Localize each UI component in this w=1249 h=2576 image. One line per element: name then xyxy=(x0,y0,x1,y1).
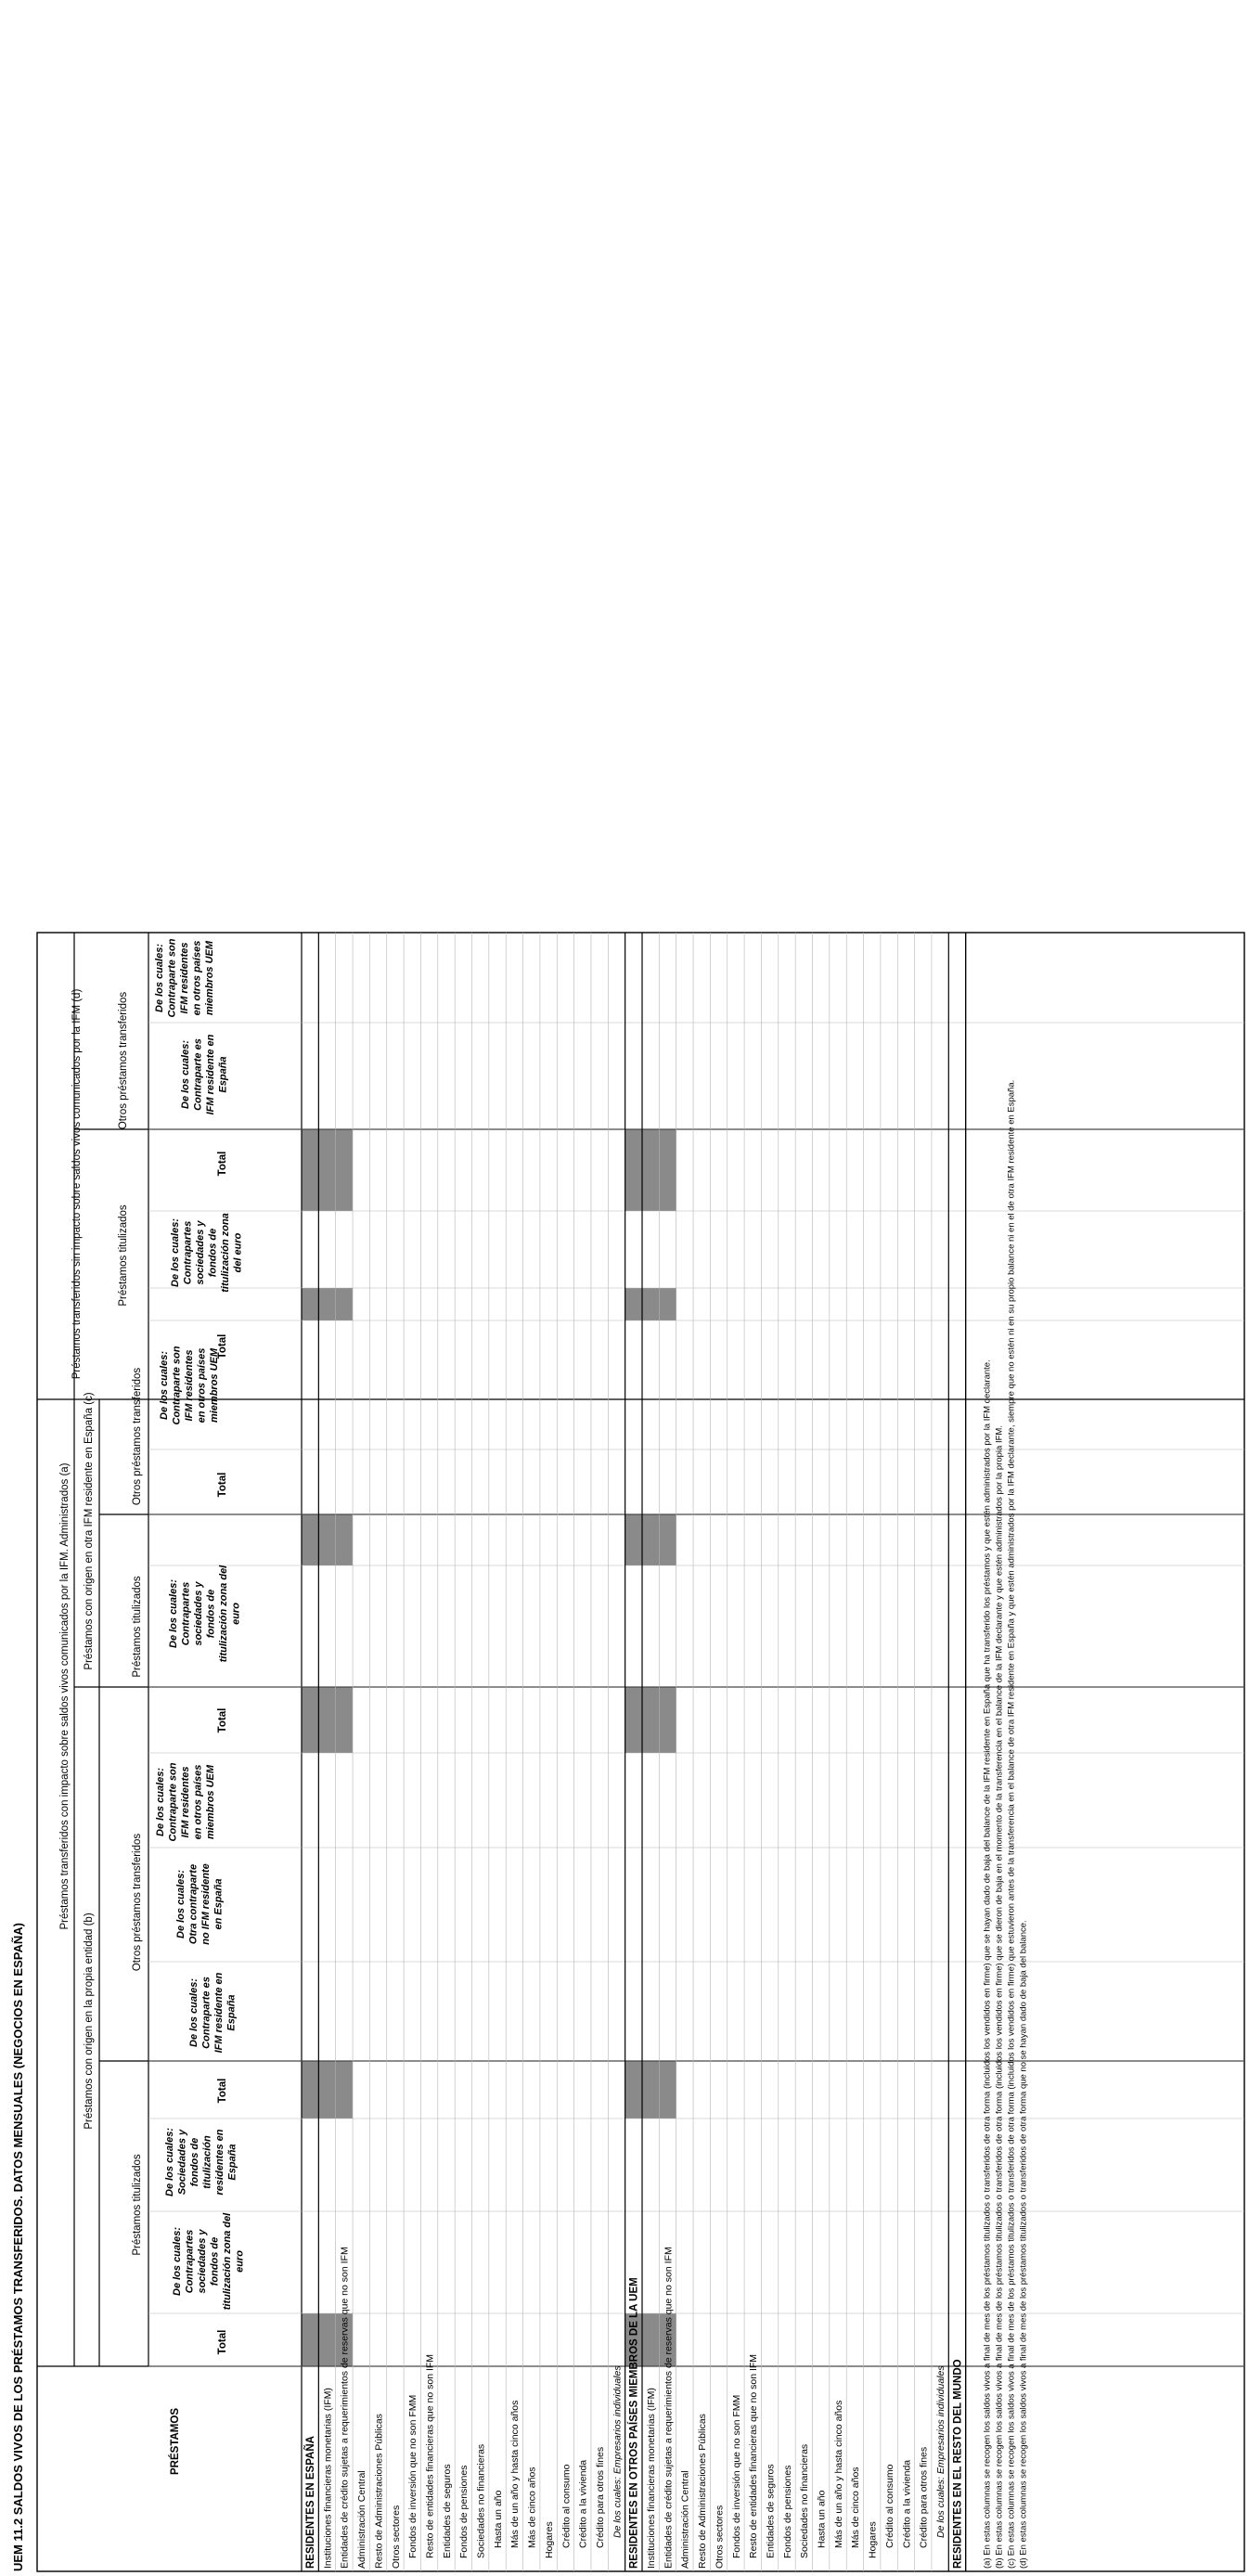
row-label: Crédito a la vivienda xyxy=(577,2459,589,2548)
row-label: De los cuales: Empresarios individuales xyxy=(934,2365,946,2538)
rotated-document xyxy=(11,933,1244,2571)
footnote: (d) En estas columnas se recogen los saldos vivos a final de mes de los préstamos titulizados o transferidos de otra forma que no se hayan dado de baja del balance. xyxy=(1018,1920,1029,2569)
header-c3-contraparte-uem: De los cuales: Contraparte son IFM residentes en otros países miembros UEM xyxy=(154,938,215,1018)
header-total-c1-tit: Total xyxy=(217,2329,228,2355)
header-group-otra-ifm: Préstamos con origen en otra IFM residente en España (c) xyxy=(84,1392,95,1670)
header-total-c1-otros: Total xyxy=(217,2078,228,2104)
row-label: Entidades de crédito sujetas a requerimientos de reservas que no son IFM xyxy=(663,2247,675,2569)
row-label: Resto de entidades financieras que no son IFM xyxy=(748,2353,760,2558)
document-title: UEM 11.2 SALDOS VIVOS DE LOS PRÉSTAMOS TRANSFERIDOS. DATOS MENSUALES (NEGOCIOS EN ESPAÑA) xyxy=(11,1923,25,2571)
header-titulizados-otra: Préstamos titulizados xyxy=(132,1576,143,1678)
header-total-c2-otros: Total xyxy=(217,1472,228,1498)
header-total-c3-otros: Total xyxy=(217,1151,228,1177)
row-label: Entidades de seguros xyxy=(441,2464,453,2558)
header-group-con-impacto: Préstamos transferidos con impacto sobre saldos vivos comunicados por la IFM. Administrados (a) xyxy=(59,1462,71,1930)
row-label: Fondos de pensiones xyxy=(458,2465,470,2558)
row-label: Entidades de crédito sujetas a requerimientos de reservas que no son IFM xyxy=(339,2247,351,2569)
footnote: (c) En estas columnas se recogen los saldos vivos a final de mes de los préstamos titulizados o transferidos de otra forma (incluidos los vendidos en firme) que estuvieron antes de la transferencia en el balance de otra IFM residente en España y que estén administrados por la IFM declarante, siempre que no estén ni en su propio balance ni en el de otra IFM residente en España. xyxy=(1006,1079,1017,2569)
header-c3-zona-euro: De los cuales: Contrapartes sociedades y fondos de titulización zona del euro xyxy=(170,1213,244,1293)
row-label: Más de cinco años xyxy=(526,2467,538,2548)
row-label: Más de un año y hasta cinco años xyxy=(832,2400,844,2548)
header-group-sin-impacto: Préstamos transferidos sin impacto sobre saldos vivos comunicados por la IFM (d) xyxy=(71,988,83,1380)
row-label: Instituciones financieras monetarias (IFM) xyxy=(322,2388,334,2569)
row-label: Hogares xyxy=(867,2521,879,2558)
shaded-cell xyxy=(302,1687,318,1753)
header-total-c2-tit: Total xyxy=(217,1707,228,1733)
column-headers xyxy=(59,938,246,2354)
shaded-cell xyxy=(302,1514,318,1565)
footnotes xyxy=(983,1080,1029,2569)
row-label: De los cuales: Empresarios individuales xyxy=(612,2365,624,2538)
row-label: Administración Central xyxy=(679,2470,691,2569)
section-row-label: RESIDENTES EN ESPAÑA xyxy=(305,2436,316,2569)
header-c1-zona-euro: De los cuales: Contrapartes sociedades y fondos de titulización zona del euro xyxy=(172,2212,246,2311)
row-labels xyxy=(304,2247,963,2569)
row-label: Otros sectores xyxy=(390,2505,402,2569)
header-otros-otra: Otros préstamos transferidos xyxy=(132,1367,143,1506)
row-label: Resto de entidades financieras que no son IFM xyxy=(424,2353,436,2558)
header-titulizados-sin: Préstamos titulizados xyxy=(118,1204,129,1307)
row-label: Sociedades no financieras xyxy=(475,2443,487,2558)
header-otros-propia: Otros préstamos transferidos xyxy=(132,1833,143,1972)
header-c2-zona-euro: De los cuales: Contrapartes sociedades y fondos de titulización zona del euro xyxy=(168,1565,242,1663)
shaded-cell xyxy=(625,1288,642,1320)
shaded-cell xyxy=(302,1129,318,1211)
row-label: Crédito al consumo xyxy=(883,2464,895,2548)
row-label: Hogares xyxy=(543,2521,555,2558)
header-c2-contraparte-uem: De los cuales: Contraparte son IFM residentes en otros países miembros UEM xyxy=(159,1346,220,1425)
row-label: Instituciones financieras monetarias (IFM) xyxy=(646,2388,657,2569)
row-label: Otros sectores xyxy=(714,2505,726,2569)
header-titulizados-propia: Préstamos titulizados xyxy=(132,2154,143,2256)
header-c1-contraparte-ifm-espana: De los cuales: Contraparte es IFM residente en España xyxy=(188,1972,238,2054)
row-label: Resto de Administraciones Públicas xyxy=(697,2414,709,2569)
row-label: Resto de Administraciones Públicas xyxy=(373,2414,385,2569)
row-label: Crédito para otros fines xyxy=(918,2446,930,2548)
shaded-cell xyxy=(625,2061,642,2119)
header-otros-sin: Otros préstamos transferidos xyxy=(118,991,129,1130)
row-label: Hasta un año xyxy=(492,2490,504,2548)
shaded-cell xyxy=(302,1288,318,1320)
shaded-cell xyxy=(625,1514,642,1565)
header-c1-contraparte-uem: De los cuales: Contraparte son IFM residentes en otros países miembros UEM xyxy=(155,1762,216,1842)
section-row-label: RESIDENTES EN OTROS PAÍSES MIEMBROS DE LA UEM xyxy=(628,2277,640,2569)
shaded-cell xyxy=(302,2313,318,2366)
row-label: Sociedades no financieras xyxy=(799,2443,811,2558)
row-label: Fondos de pensiones xyxy=(781,2465,793,2558)
section-row-label: RESIDENTES EN EL RESTO DEL MUNDO xyxy=(952,2359,964,2569)
header-c1-otra-contraparte: De los cuales: Otra contraparte no IFM residente en España xyxy=(175,1863,225,1945)
header-group-propia-entidad: Préstamos con origen en la propia entidad (b) xyxy=(84,1913,95,2130)
shaded-cell xyxy=(625,1687,642,1753)
row-label: Crédito para otros fines xyxy=(594,2446,606,2548)
row-label: Hasta un año xyxy=(816,2490,828,2548)
header-c1-sociedades-espana: De los cuales: Sociedades y fondos de titulización residentes en España xyxy=(164,2128,238,2196)
shaded-cell xyxy=(625,1129,642,1211)
shaded-cell xyxy=(302,2061,318,2119)
footnote: (b) En estas columnas se recogen los saldos vivos a final de mes de los préstamos titulizados o transferidos de otra forma (incluidos los vendidos en firme) que se dieron de baja en el momento de la transferencia en el balance de la IFM declarante y que estén administrados por la propia IFM. xyxy=(994,1425,1005,2569)
row-label: Fondos de inversión que no son FMM xyxy=(730,2394,742,2558)
row-label: Entidades de seguros xyxy=(765,2464,777,2558)
footnote: (a) En estas columnas se recogen los saldos vivos a final de mes de los préstamos titulizados o transferidos de otra forma (incluidos los vendidos en firme) que se hayan dado de baja del balance de la IFM residente en España que ha transferido los préstamos y que estén administrados por la IFM declarante. xyxy=(982,1359,993,2569)
row-label: Crédito a la vivienda xyxy=(901,2459,913,2548)
row-label: Crédito al consumo xyxy=(560,2464,573,2548)
row-label: Más de un año y hasta cinco años xyxy=(509,2400,521,2548)
header-c3-contraparte-ifm-espana: De los cuales: Contraparte es IFM residente en España xyxy=(180,1034,229,1115)
row-label: Administración Central xyxy=(356,2470,368,2569)
row-label: Fondos de inversión que no son FMM xyxy=(407,2394,419,2558)
header-total-c3-tit: Total xyxy=(217,1333,228,1359)
stub-header: PRÉSTAMOS xyxy=(170,2408,181,2475)
row-label: Más de cinco años xyxy=(850,2467,862,2548)
